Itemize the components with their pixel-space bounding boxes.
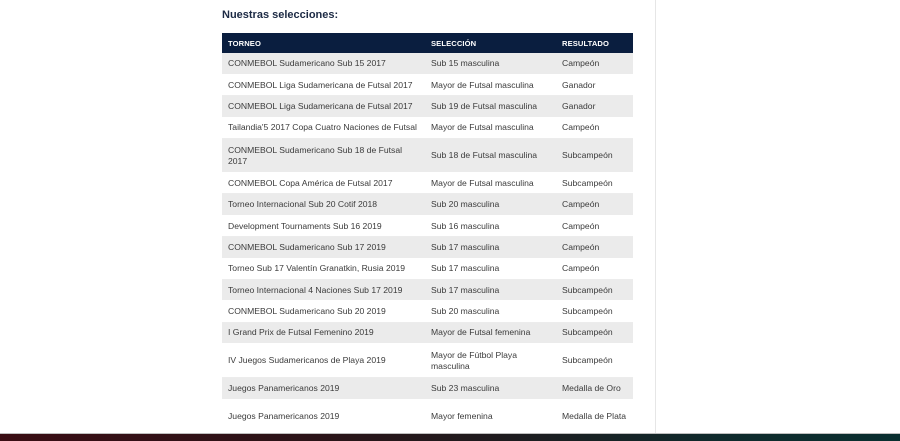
cell-torneo: CONMEBOL Sudamericano Sub 17 2019 (222, 237, 425, 258)
cell-torneo: Tailandia'5 2017 Copa Cuatro Naciones de Futsal (222, 117, 425, 138)
cell-resultado: Campeón (556, 53, 633, 74)
cell-seleccion: Sub 17 masculina (425, 258, 556, 279)
cell-seleccion: Sub 18 de Futsal masculina (425, 139, 556, 173)
section-title: Nuestras selecciones: (222, 9, 339, 21)
cell-resultado: Subcampeón (556, 301, 633, 322)
table-row (222, 194, 633, 215)
column-header-seleccion: SELECCIÓN (431, 38, 477, 48)
table-row (222, 215, 633, 236)
table-row (222, 378, 633, 399)
cell-seleccion: Sub 23 masculina (425, 378, 556, 399)
cell-resultado: Campeón (556, 258, 633, 279)
cell-seleccion: Sub 15 masculina (425, 53, 556, 74)
cell-seleccion: Mayor de Futsal masculina (425, 117, 556, 138)
cell-torneo: CONMEBOL Liga Sudamericana de Futsal 2017 (222, 74, 425, 95)
cell-seleccion: Sub 19 de Futsal masculina (425, 96, 556, 117)
cell-resultado: Campeón (556, 194, 633, 215)
table-row (222, 344, 633, 378)
cell-resultado: Campeón (556, 117, 633, 138)
table-row (222, 53, 633, 74)
table-row (222, 258, 633, 279)
table-row (222, 74, 633, 95)
table-header-row (222, 33, 633, 53)
table-row (222, 280, 633, 301)
cell-resultado: Ganador (556, 96, 633, 117)
cell-resultado: Subcampeón (556, 139, 633, 173)
cell-resultado: Medalla de Plata (556, 399, 633, 433)
cell-resultado: Subcampeón (556, 344, 633, 378)
cell-seleccion: Mayor de Fútbol Playa masculina (425, 344, 556, 378)
cell-torneo: I Grand Prix de Futsal Femenino 2019 (222, 322, 425, 343)
table-row (222, 237, 633, 258)
column-header-torneo: TORNEO (228, 38, 261, 48)
cell-torneo: Torneo Sub 17 Valentín Granatkin, Rusia 2019 (222, 258, 425, 279)
cell-torneo: Torneo Internacional Sub 20 Cotif 2018 (222, 194, 425, 215)
cell-resultado: Campeón (556, 237, 633, 258)
table-row (222, 117, 633, 138)
cell-seleccion: Sub 20 masculina (425, 301, 556, 322)
cell-torneo: Torneo Internacional 4 Naciones Sub 17 2019 (222, 280, 425, 301)
cell-torneo: IV Juegos Sudamericanos de Playa 2019 (222, 344, 425, 378)
cell-resultado: Subcampeón (556, 280, 633, 301)
cell-seleccion: Mayor de Futsal masculina (425, 74, 556, 95)
cell-torneo: CONMEBOL Sudamericano Sub 15 2017 (222, 53, 425, 74)
cell-seleccion: Mayor de Futsal femenina (425, 322, 556, 343)
cell-torneo: Juegos Panamericanos 2019 (222, 399, 425, 433)
cell-seleccion: Mayor de Futsal masculina (425, 173, 556, 194)
selections-table-container (222, 33, 633, 434)
cell-resultado: Campeón (556, 215, 633, 236)
cell-torneo: CONMEBOL Sudamericano Sub 18 de Futsal 2017 (222, 139, 425, 173)
table-row (222, 399, 633, 433)
cell-torneo: CONMEBOL Liga Sudamericana de Futsal 2017 (222, 96, 425, 117)
table-row (222, 301, 633, 322)
cell-seleccion: Mayor femenina (425, 399, 556, 433)
cell-torneo: CONMEBOL Copa América de Futsal 2017 (222, 173, 425, 194)
cell-seleccion: Sub 17 masculina (425, 237, 556, 258)
taskbar[interactable] (0, 434, 900, 441)
sidebar-divider (655, 0, 656, 434)
cell-seleccion: Sub 16 masculina (425, 215, 556, 236)
cell-resultado: Subcampeón (556, 322, 633, 343)
cell-resultado: Ganador (556, 74, 633, 95)
selections-table (222, 33, 633, 434)
table-row (222, 139, 633, 173)
cell-resultado: Subcampeón (556, 173, 633, 194)
cell-seleccion: Sub 20 masculina (425, 194, 556, 215)
table-row (222, 173, 633, 194)
cell-torneo: Juegos Panamericanos 2019 (222, 378, 425, 399)
cell-seleccion: Sub 17 masculina (425, 280, 556, 301)
cell-resultado: Medalla de Oro (556, 378, 633, 399)
column-header-resultado: RESULTADO (562, 38, 610, 48)
cell-torneo: CONMEBOL Sudamericano Sub 20 2019 (222, 301, 425, 322)
table-row (222, 322, 633, 343)
table-row (222, 96, 633, 117)
cell-torneo: Development Tournaments Sub 16 2019 (222, 215, 425, 236)
